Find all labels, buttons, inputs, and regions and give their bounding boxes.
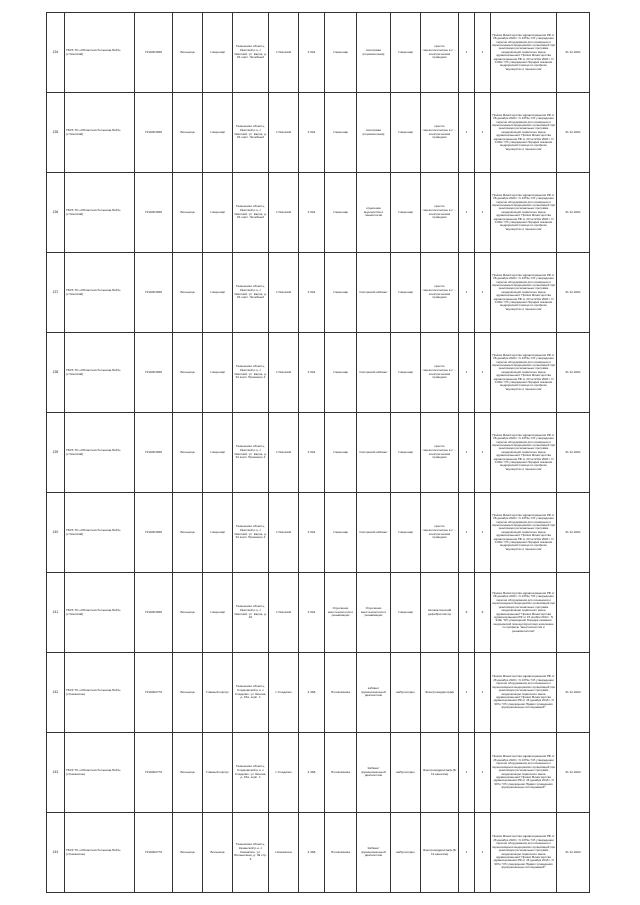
- cabinet: Кабинет функциональной диагностики: [357, 813, 391, 893]
- deadline-date: 31.12.2022: [557, 653, 590, 733]
- legal-basis: Приказ Министерства здравоохранения РФ от 28 декабря 2020 г. N 1379н "Об утверждении перечня оборудования для оснащения и переоснащения медицинских организаций при реализации региональных программ модернизации первичного звена здравоохранения" Приказ Министерства здравоохранения РФ от 26 декабря 2016 г. N 997н "Об утверждении Правил проведения функциональных исследований": [491, 653, 557, 733]
- table-row: [47, 813, 590, 893]
- legal-basis: Приказ Министерства здравоохранения РФ от 28 декабря 2020 г. N 1379н "Об утверждении перечня оборудования для оснащения и переоснащения медицинских организаций при реализации региональных программ модернизации первичного звена здравоохранения" Приказ Министерства здравоохранения РФ от 26 декабря 2016 г. N 997н "Об утверждении Правил проведения функциональных исследований": [491, 813, 557, 893]
- organization-name: ГБУЗ ТО «Областная больница №13» (с.Уватский): [65, 13, 135, 93]
- table-row: [47, 253, 590, 333]
- equipment-name: кресло гинекологическое в с ... электрическим приводом: [421, 493, 459, 573]
- population: 4 468: [299, 733, 325, 813]
- quantity-required: 1: [459, 93, 475, 173]
- organization-name: ГБУЗ ТО «Областная больница №13» (с.Уватский): [65, 253, 135, 333]
- department: стационар: [325, 173, 357, 253]
- care-conditions: стационар: [391, 173, 421, 253]
- equipment-name: кресло гинекологическое в с ... электрическим приводом: [421, 333, 459, 413]
- locality: с.Уватский: [269, 173, 299, 253]
- department: стационар: [325, 253, 357, 333]
- cabinet: отделение акушерства и гинекологии: [357, 173, 391, 253]
- quantity-planned: 1: [475, 173, 491, 253]
- quantity-planned: 1: [475, 413, 491, 493]
- row-number: 143: [47, 733, 65, 813]
- facility-type: Больница: [173, 573, 203, 653]
- care-conditions: стационар: [391, 493, 421, 573]
- facility-type: Больница: [173, 653, 203, 733]
- equipment-name: кресло гинекологическое в с ... электрическим приводом: [421, 253, 459, 333]
- department: Поликлиника: [325, 813, 357, 893]
- address: Тюменская область, Уватский р-н, с Уватский, ул. Карла, д. 91 корп. Лечебный: [233, 173, 269, 253]
- row-number: 144: [47, 813, 65, 893]
- deadline-date: 31.12.2022: [557, 733, 590, 813]
- quantity-planned: 1: [475, 93, 491, 173]
- table-row: [47, 573, 590, 653]
- equipment-name: Электрокардиограф (6/ 12 каналов): [421, 813, 459, 893]
- department: стационар: [325, 493, 357, 573]
- cabinet: кабинет функциональной диагностики: [357, 653, 391, 733]
- quantity-planned: 1: [475, 253, 491, 333]
- organization-name: ГБУЗ ТО «Областная больница №13» (с.Уватский): [65, 493, 135, 573]
- table-row: [47, 333, 590, 413]
- organization-name: ГБУЗ ТО «Областная больница №13» (с.Уватский): [65, 333, 135, 413]
- building-type: стационар: [203, 573, 233, 653]
- deadline-date: 31.12.2021: [557, 333, 590, 413]
- department: Поликлиника: [325, 653, 357, 733]
- organization-name: ГБУЗ ТО «Областная больница №14» (с.Казанское): [65, 813, 135, 893]
- address: Тюменская область, Уватский р-н, с Уватский, ул. Карла, д. 91 корп. Лечебный: [233, 13, 269, 93]
- cabinet: смотровая (перевязочная): [357, 13, 391, 93]
- care-conditions: стационар: [391, 253, 421, 333]
- quantity-required: 1: [459, 13, 475, 93]
- quantity-required: 6: [459, 573, 475, 653]
- population: 4 468: [299, 653, 325, 733]
- address: Тюменская область, Уватский р-н, с Уватский, ул. Карла, д. 91 корп. Лечебный: [233, 253, 269, 333]
- cabinet: Смотровой кабинет: [357, 413, 391, 493]
- address: Тюменская область, Уватский р-н, с Уватский, ул. Карла, д. 91 корп. Приемное 3: [233, 493, 269, 573]
- organization-name: ГБУЗ ТО «Областная больница №14» (с.Казанское): [65, 653, 135, 733]
- deadline-date: [557, 573, 590, 653]
- population: 2 024: [299, 413, 325, 493]
- inn-code: 7216001666: [135, 93, 173, 173]
- department: Отделение анестезиологии и реанимации: [325, 573, 357, 653]
- quantity-required: 1: [459, 413, 475, 493]
- quantity-planned: 1: [475, 333, 491, 413]
- quantity-planned: 1: [475, 653, 491, 733]
- row-number: 139: [47, 413, 65, 493]
- cabinet: Отделение анестезиологии и реанимации: [357, 573, 391, 653]
- quantity-planned: 1: [475, 813, 491, 893]
- row-number: 134: [47, 13, 65, 93]
- inn-code: 7216001666: [135, 573, 173, 653]
- facility-type: Больница: [173, 813, 203, 893]
- population: 2 024: [299, 253, 325, 333]
- department: стационар: [325, 13, 357, 93]
- deadline-date: 31.12.2021: [557, 93, 590, 173]
- address: Тюменская область, Уватский р-н, с Уватский, ул. Карла, д. 91: [233, 573, 269, 653]
- locality: с.Уватский: [269, 93, 299, 173]
- building-type: стационар: [203, 333, 233, 413]
- legal-basis: Приказ Министерства здравоохранения РФ от 28 декабря 2020 г. N 1379н "Об утверждении перечня оборудования для оснащения и переоснащения медицинских организаций при реализации региональных программ модернизации первичного звена здравоохранения" Приказ Министерства здравоохранения РФ от 26 декабря 2016 г. N 997н "Об утверждении Правил проведения функциональных исследований": [491, 733, 557, 813]
- organization-name: ГБУЗ ТО «Областная больница №13» (с.Уватский): [65, 413, 135, 493]
- legal-basis: Приказ Министерства здравоохранения РФ от 28 декабря 2020 г. N 1379н "Об утверждении перечня оборудования для оснащения и переоснащения медицинских организаций при реализации региональных программ модернизации первичного звена здравоохранения" Приказ Министерства здравоохранения РФ от 20 октября 2020 г. N 1130н "Об утверждении Порядка оказания медицинской помощи по профилю "акушерство и гинекология": [491, 13, 557, 93]
- equipment-name: Электрокардиограф (6/ 12 каналов): [421, 733, 459, 813]
- equipment-name: Электрокардиограф: [421, 653, 459, 733]
- quantity-required: 1: [459, 493, 475, 573]
- locality: с.Уватский: [269, 253, 299, 333]
- inn-code: 7216001666: [135, 253, 173, 333]
- deadline-date: 31.12.2021: [557, 493, 590, 573]
- table-row: [47, 173, 590, 253]
- address: Тюменская область, Сладковский р-н, с Сладково, ул Ленина, д. 15а, корп. 1: [233, 733, 269, 813]
- table-row: [47, 13, 590, 93]
- care-conditions: стационар: [391, 573, 421, 653]
- facility-type: Больница: [173, 93, 203, 173]
- building-type: Главный корпус: [203, 733, 233, 813]
- row-number: 141: [47, 573, 65, 653]
- care-conditions: стационар: [391, 413, 421, 493]
- address: Тюменская область, Сладковский р-н, с Сладково, ул Ленина, д. 15а, корп. 1: [233, 653, 269, 733]
- address: Тюменская область, Уватский р-н, с Уватский, ул. Карла, д. 91 корп. Приемное 3: [233, 413, 269, 493]
- care-conditions: стационар: [391, 13, 421, 93]
- building-type: стационар: [203, 493, 233, 573]
- cabinet: Смотровой кабинет: [357, 253, 391, 333]
- locality: с.Уватский: [269, 333, 299, 413]
- table-row: [47, 93, 590, 173]
- population: 2 024: [299, 93, 325, 173]
- department: стационар: [325, 333, 357, 413]
- population: 2 024: [299, 333, 325, 413]
- population: 2 024: [299, 573, 325, 653]
- equipment-name: кресло гинекологическое в с ... электрическим приводом: [421, 13, 459, 93]
- department: Поликлиника: [325, 733, 357, 813]
- building-type: Больница: [203, 813, 233, 893]
- locality: с.Уватский: [269, 573, 299, 653]
- legal-basis: Приказ Министерства здравоохранения РФ от 28 декабря 2020 г. N 1379н "Об утверждении перечня оборудования для оснащения и переоснащения медицинских организаций при реализации региональных программ модернизации первичного звена здравоохранения" Приказ Министерства здравоохранения РФ от 20 октября 2020 г. N 1130н "Об утверждении Порядка оказания медицинской помощи по профилю "акушерство и гинекология": [491, 493, 557, 573]
- inn-code: 7216002770: [135, 733, 173, 813]
- building-type: стационар: [203, 413, 233, 493]
- deadline-date: 31.12.2021: [557, 13, 590, 93]
- facility-type: Больница: [173, 253, 203, 333]
- row-number: 138: [47, 333, 65, 413]
- quantity-required: 1: [459, 173, 475, 253]
- care-conditions: амбулаторно: [391, 653, 421, 733]
- quantity-required: 1: [459, 813, 475, 893]
- deadline-date: 31.12.2021: [557, 253, 590, 333]
- care-conditions: стационар: [391, 333, 421, 413]
- facility-type: Больница: [173, 493, 203, 573]
- quantity-required: 1: [459, 733, 475, 813]
- facility-type: Больница: [173, 173, 203, 253]
- equipment-name: Автоматический дефибриллятор: [421, 573, 459, 653]
- inn-code: 7216001666: [135, 173, 173, 253]
- legal-basis: Приказ Министерства здравоохранения РФ от 28 декабря 2020 г. N 1379н "Об утверждении перечня оборудования для оснащения и переоснащения медицинских организаций при реализации региональных программ модернизации первичного звена здравоохранения" Приказ Министерства здравоохранения РФ от 20 октября 2020 г. N 1130н "Об утверждении Порядка оказания медицинской помощи по профилю "акушерство и гинекология": [491, 173, 557, 253]
- address: Тюменская область, Казанский р-н, с Казанское, ул. Больничная, д. 39 стр. 3: [233, 813, 269, 893]
- facility-type: Больница: [173, 733, 203, 813]
- facility-type: Больница: [173, 13, 203, 93]
- inn-code: 7216001666: [135, 413, 173, 493]
- table-row: [47, 413, 590, 493]
- inn-code: 7216002770: [135, 813, 173, 893]
- population: 2 024: [299, 493, 325, 573]
- building-type: стационар: [203, 13, 233, 93]
- inn-code: 7216002770: [135, 653, 173, 733]
- legal-basis: Приказ Министерства здравоохранения РФ от 28 декабря 2020 г. N 1379н "Об утверждении перечня оборудования для оснащения и переоснащения медицинских организаций при реализации региональных программ модернизации первичного звена здравоохранения" Приказ Министерства здравоохранения РФ от 20 октября 2020 г. N 1130н "Об утверждении Порядка оказания медицинской помощи по профилю "акушерство и гинекология": [491, 413, 557, 493]
- quantity-planned: 1: [475, 493, 491, 573]
- legal-basis: Приказ Министерства здравоохранения РФ от 28 декабря 2020 г. N 1379н "Об утверждении перечня оборудования для оснащения и переоснащения медицинских организаций при реализации региональных программ модернизации первичного звена здравоохранения" Приказ Министерства здравоохранения РФ от 15 ноября 2012 г. N 919н "Об утверждении Порядка оказания медицинской помощи взрослому населению по профилю "анестезиология и реаниматология": [491, 573, 557, 653]
- cabinet: Смотровой кабинет: [357, 493, 391, 573]
- building-type: Главный корпус: [203, 653, 233, 733]
- inn-code: 7216001666: [135, 13, 173, 93]
- organization-name: ГБУЗ ТО «Областная больница №13» (с.Уватский): [65, 173, 135, 253]
- deadline-date: 31.12.2021: [557, 173, 590, 253]
- inn-code: 7216001666: [135, 493, 173, 573]
- row-number: 140: [47, 493, 65, 573]
- legal-basis: Приказ Министерства здравоохранения РФ от 28 декабря 2020 г. N 1379н "Об утверждении перечня оборудования для оснащения и переоснащения медицинских организаций при реализации региональных программ модернизации первичного звена здравоохранения" Приказ Министерства здравоохранения РФ от 20 октября 2020 г. N 1130н "Об утверждении Порядка оказания медицинской помощи по профилю "акушерство и гинекология": [491, 253, 557, 333]
- equipment-name: кресло гинекологическое в с ... электрическим приводом: [421, 413, 459, 493]
- facility-type: Больница: [173, 413, 203, 493]
- table-row: [47, 733, 590, 813]
- legal-basis: Приказ Министерства здравоохранения РФ от 28 декабря 2020 г. N 1379н "Об утверждении перечня оборудования для оснащения и переоснащения медицинских организаций при реализации региональных программ модернизации первичного звена здравоохранения" Приказ Министерства здравоохранения РФ от 20 октября 2020 г. N 1130н "Об утверждении Порядка оказания медицинской помощи по профилю "акушерство и гинекология": [491, 333, 557, 413]
- table-row: [47, 653, 590, 733]
- quantity-required: 1: [459, 333, 475, 413]
- row-number: 137: [47, 253, 65, 333]
- locality: с.Сладково: [269, 653, 299, 733]
- organization-name: ГБУЗ ТО «Областная больница №13» (с.Уватский): [65, 573, 135, 653]
- row-number: 136: [47, 173, 65, 253]
- legal-basis: Приказ Министерства здравоохранения РФ от 28 декабря 2020 г. N 1379н "Об утверждении перечня оборудования для оснащения и переоснащения медицинских организаций при реализации региональных программ модернизации первичного звена здравоохранения" Приказ Министерства здравоохранения РФ от 20 октября 2020 г. N 1130н "Об утверждении Порядка оказания медицинской помощи по профилю "акушерство и гинекология": [491, 93, 557, 173]
- quantity-planned: 6: [475, 573, 491, 653]
- cabinet: смотровая (перевязочная): [357, 93, 391, 173]
- population: 4 468: [299, 813, 325, 893]
- care-conditions: стационар: [391, 93, 421, 173]
- organization-name: ГБУЗ ТО «Областная больница №13» (с.Уватский): [65, 93, 135, 173]
- locality: с.Сладково: [269, 733, 299, 813]
- row-number: 135: [47, 93, 65, 173]
- locality: с.Казанское: [269, 813, 299, 893]
- care-conditions: амбулаторно: [391, 813, 421, 893]
- address: Тюменская область, Уватский р-н, с Уватский, ул. Карла, д. 91 корп. Лечебный: [233, 93, 269, 173]
- department: стационар: [325, 413, 357, 493]
- quantity-required: 1: [459, 253, 475, 333]
- quantity-planned: 1: [475, 13, 491, 93]
- equipment-name: кресло гинекологическое в с ... электрическим приводом: [421, 93, 459, 173]
- building-type: стационар: [203, 173, 233, 253]
- cabinet: Смотровой кабинет: [357, 333, 391, 413]
- facility-type: Больница: [173, 333, 203, 413]
- building-type: стационар: [203, 253, 233, 333]
- building-type: стационар: [203, 93, 233, 173]
- organization-name: ГБУЗ ТО «Областная больница №14» (с.Казанское): [65, 733, 135, 813]
- deadline-date: 31.12.2022: [557, 813, 590, 893]
- equipment-table: [46, 12, 590, 893]
- document-page: [46, 12, 589, 892]
- deadline-date: 31.12.2021: [557, 413, 590, 493]
- cabinet: Кабинет функциональной диагностики: [357, 733, 391, 813]
- quantity-planned: 1: [475, 733, 491, 813]
- locality: с.Уватский: [269, 13, 299, 93]
- quantity-required: 1: [459, 653, 475, 733]
- population: 2 024: [299, 173, 325, 253]
- locality: с.Уватский: [269, 413, 299, 493]
- locality: с.Уватский: [269, 493, 299, 573]
- department: стационар: [325, 93, 357, 173]
- population: 2 024: [299, 13, 325, 93]
- care-conditions: амбулаторно: [391, 733, 421, 813]
- row-number: 142: [47, 653, 65, 733]
- address: Тюменская область, Уватский р-н, с Уватский, ул. Карла, д. 91 корп. Приемное 3: [233, 333, 269, 413]
- inn-code: 7216001666: [135, 333, 173, 413]
- table-row: [47, 493, 590, 573]
- equipment-name: кресло гинекологическое в с ... электрическим приводом: [421, 173, 459, 253]
